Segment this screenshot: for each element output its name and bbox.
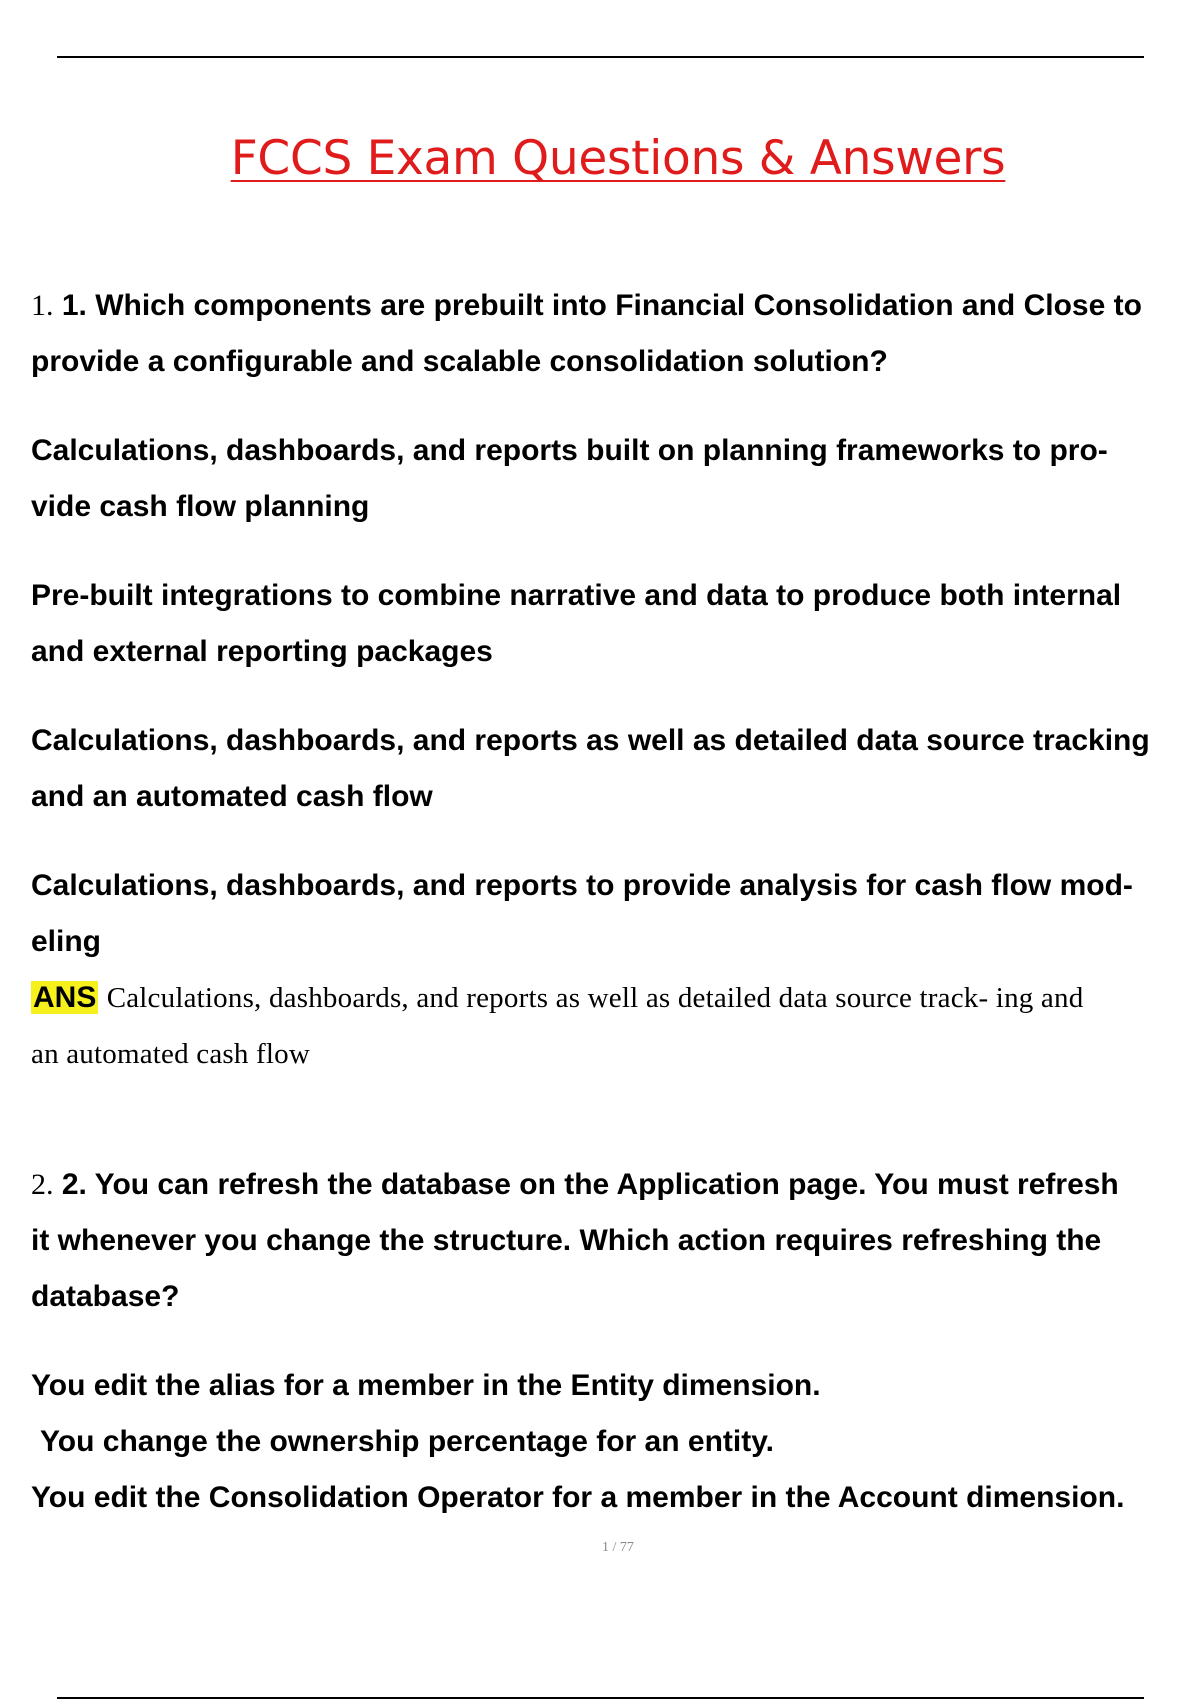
document-title: FCCS Exam Questions & Answers [230,131,1006,186]
question-1-text-line-1: 1. Which components are prebuilt into Financial Consolidation and Close to [61,289,1142,322]
question-2-text-line-2: it whenever you change the structure. Which action requires refreshing the [31,1224,1102,1257]
question-2-text-line-3: database? [31,1280,180,1313]
question-1-option-1-line-1: Calculations, dashboards, and reports built on planning frameworks to pro- [31,434,1108,467]
question-2-option-2: You change the ownership percentage for an entity. [40,1425,775,1458]
question-1-number: 1. [31,289,54,322]
question-block-2 [31,1157,1200,1526]
question-1-text-line-2: provide a configurable and scalable consolidation solution? [31,345,888,378]
question-2-option-3: You edit the Consolidation Operator for a member in the Account dimension. [31,1481,1125,1514]
question-1-answer-text-line-2: an automated cash flow [31,1038,310,1070]
question-1-answer-line-1 [31,970,1200,1026]
document-body [31,278,1200,1526]
page-number: 1 / 77 [602,1540,634,1555]
question-1-option-3-line-1: Calculations, dashboards, and reports as well as detailed data source tracking [31,724,1150,757]
question-1-option-4-line-1: Calculations, dashboards, and reports to provide analysis for cash flow mod- [31,869,1133,902]
question-1-option-2-line-1: Pre-built integrations to combine narrative and data to produce both internal [31,579,1122,612]
question-1-option-2-line-2: and external reporting packages [31,635,493,668]
question-2-text-line-1: 2. You can refresh the database on the Application page. You must refresh [61,1168,1119,1201]
question-1-option-4-line-2: eling [31,925,102,958]
top-divider [57,56,1144,58]
answer-label: ANS [33,981,97,1014]
question-2-option-1: You edit the alias for a member in the Entity dimension. [31,1369,821,1402]
question-1-option-1-line-2: vide cash flow planning [31,490,370,523]
question-1-line-1 [31,278,1200,334]
question-2-number: 2. [31,1168,54,1201]
question-2-line-1 [31,1157,1200,1213]
question-1-option-3-line-2: and an automated cash flow [31,780,433,813]
question-1-answer-text-line-1: Calculations, dashboards, and reports as well as detailed data source track- ing and [106,982,1084,1014]
question-block-1 [31,278,1200,1082]
bottom-divider [57,1697,1144,1699]
